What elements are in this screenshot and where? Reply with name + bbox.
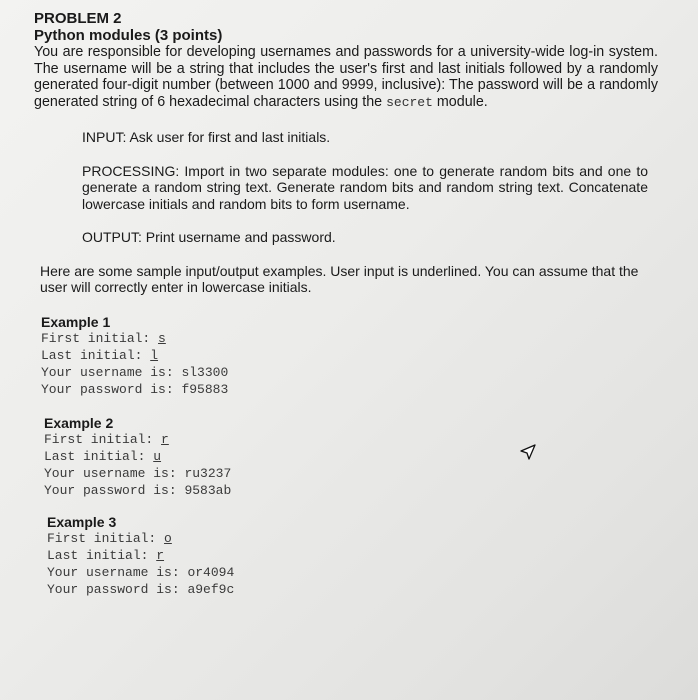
module-name: secret — [386, 94, 433, 110]
example-title: Example 1 — [41, 313, 111, 330]
intro-end: module. — [432, 93, 488, 110]
problem-title: Python modules (3 points) — [34, 27, 223, 44]
first-initial-line: First initial: r — [44, 431, 169, 447]
user-input: u — [153, 448, 162, 464]
password-value: 9583ab — [184, 482, 232, 498]
processing-spec: PROCESSING: Import in two separate modules: one to generate random bits and one to generate a random string text. Generate random bits and random string text. Concatenate lowercase initials and random bits to form username. — [82, 162, 648, 212]
user-input: r — [156, 547, 165, 563]
user-input: l — [150, 347, 159, 363]
example-3 — [47, 514, 658, 598]
first-initial-line: First initial: s — [41, 330, 166, 346]
last-initial-line: Last initial: l — [41, 347, 159, 363]
username-line: Your username is: sl3300 — [41, 364, 229, 380]
username-value: ru3237 — [184, 465, 232, 481]
last-initial-line: Last initial: r — [47, 547, 165, 563]
problem-number: PROBLEM 2 — [34, 10, 122, 27]
problem-intro — [34, 44, 658, 111]
password-line: Your password is: a9ef9c — [47, 581, 235, 597]
input-spec: INPUT: Ask user for first and last initials. — [82, 129, 331, 145]
username-line: Your username is: or4094 — [47, 564, 235, 580]
username-value: or4094 — [187, 564, 235, 580]
user-input: r — [161, 431, 169, 447]
username-value: sl3300 — [181, 364, 229, 380]
example-title: Example 3 — [47, 513, 117, 530]
mouse-pointer-icon — [518, 443, 538, 463]
output-spec: OUTPUT: Print username and password. — [82, 229, 336, 245]
last-initial-line: Last initial: u — [44, 448, 162, 464]
samples-intro: Here are some sample input/output examples. User input is underlined. You can assume that the user will correctly enter in lowercase initials. — [40, 262, 639, 295]
password-line: Your password is: 9583ab — [44, 482, 232, 498]
username-line: Your username is: ru3237 — [44, 465, 232, 481]
first-initial-line: First initial: o — [47, 530, 172, 546]
password-line: Your password is: f95883 — [41, 381, 229, 397]
user-input: s — [158, 330, 166, 346]
spec-block — [82, 129, 648, 246]
example-title: Example 2 — [44, 414, 114, 431]
example-1 — [41, 314, 658, 398]
password-value: f95883 — [181, 381, 229, 397]
intro-text: You are responsible for developing usernames and passwords for a university-wide log-in system. The username will be a string that includes the user's first and last initials followed by a randomly generated four-digit number (between 1000 and 9999, inclusive): The password will be a randomly generated string of 6 hexadecimal characters using the — [34, 44, 658, 110]
user-input: o — [164, 530, 172, 546]
example-2 — [44, 415, 658, 499]
password-value: a9ef9c — [187, 581, 235, 597]
